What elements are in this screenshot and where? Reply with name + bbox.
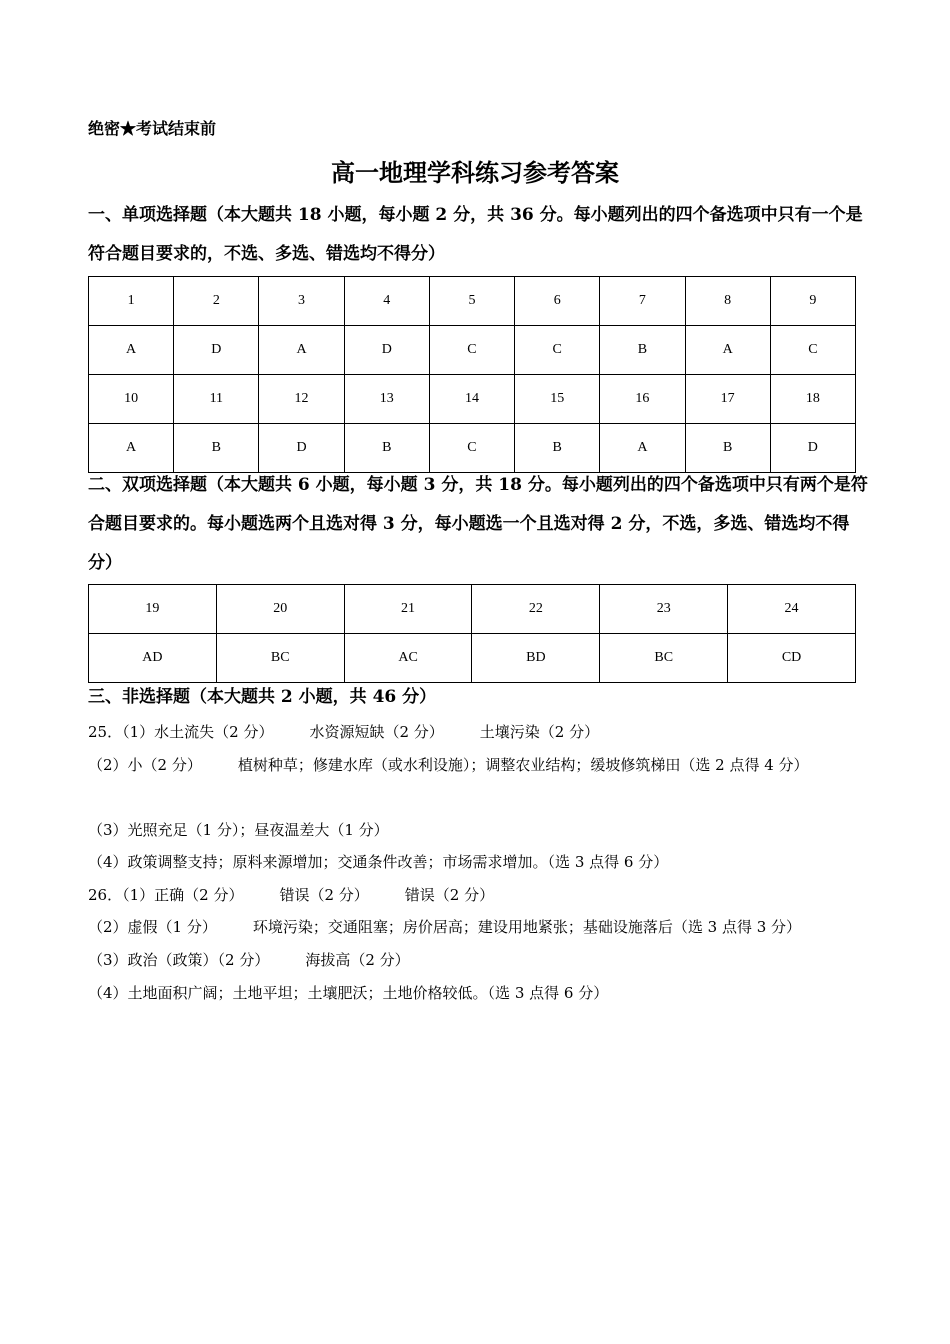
section2-heading: 二、双项选择题（本大题共 6 小题，每小题 3 分，共 18 分。每小题列出的四个备选项中只有两个是符合题目要求的。每小题选两个且选对得 3 分，每小题选一个且选对得 2 分，不选，多选、错选均不得分） <box>88 475 868 573</box>
answer-text: （2）小（2 分） <box>88 755 202 774</box>
answer-cell: D <box>344 326 429 375</box>
answer-text: 错误（2 分） <box>404 885 495 904</box>
question-number: 9 <box>770 277 855 326</box>
answer-cell: B <box>344 424 429 473</box>
question-number: 10 <box>89 375 174 424</box>
question-number: 13 <box>344 375 429 424</box>
answer-cell: C <box>515 326 600 375</box>
confidential-label: 绝密★考试结束前 <box>88 119 217 138</box>
question-number: 4 <box>344 277 429 326</box>
question-number: 3 <box>259 277 344 326</box>
answer-text: 环境污染；交通阻塞；房价居高；建设用地紧张；基础设施落后（选 3 点得 3 分） <box>252 918 802 937</box>
section1-heading: 一、单项选择题（本大题共 18 小题，每小题 2 分，共 36 分。每小题列出的四个备选项中只有一个是符合题目要求的，不选、多选、错选均不得分） <box>88 205 863 264</box>
answer-cell: A <box>259 326 344 375</box>
answer-text: 土壤污染（2 分） <box>479 723 600 741</box>
section3-heading: 三、非选择题（本大题共 2 小题，共 46 分） <box>88 687 437 707</box>
answer-line-26-1 <box>88 879 878 912</box>
answer-cell: A <box>600 424 685 473</box>
answer-text: 26．（1）正确（2 分） <box>88 885 244 904</box>
answer-cell: D <box>259 424 344 473</box>
answer-line-26-2 <box>88 911 878 944</box>
question-number: 23 <box>600 585 728 634</box>
answer-text: （2）虚假（1 分） <box>88 918 217 937</box>
question-number: 11 <box>174 375 259 424</box>
answer-text: （3）政治（政策）（2 分） <box>88 950 270 969</box>
question-number: 21 <box>344 585 472 634</box>
answer-line-25-3: （3）光照充足（1 分）；昼夜温差大（1 分） <box>88 820 389 839</box>
answer-cell: AC <box>344 634 472 683</box>
question-number: 17 <box>685 375 770 424</box>
table-row <box>89 585 856 634</box>
free-response-answers <box>88 716 878 1009</box>
answer-cell: A <box>685 326 770 375</box>
answer-text: 海拔高（2 分） <box>305 950 410 969</box>
answer-line-26-4: （4）土地面积广阔；土地平坦；土壤肥沃；土地价格较低。（选 3 点得 6 分） <box>88 983 609 1002</box>
answer-text: 植树种草；修建水库（或水利设施）；调整农业结构；缓坡修筑梯田（选 2 点得 4 分） <box>237 755 809 774</box>
question-number: 15 <box>515 375 600 424</box>
answer-line-26-3 <box>88 944 878 977</box>
answer-cell: D <box>770 424 855 473</box>
answer-cell: B <box>600 326 685 375</box>
answer-line-25-4: （4）政策调整支持；原料来源增加；交通条件改善；市场需求增加。（选 3 点得 6 分） <box>88 853 669 872</box>
question-number: 24 <box>728 585 856 634</box>
question-number: 22 <box>472 585 600 634</box>
page-title: 高一地理学科练习参考答案 <box>331 158 619 187</box>
answer-text: 错误（2 分） <box>279 885 369 904</box>
answer-line-25-2 <box>88 749 878 814</box>
answer-cell: A <box>89 424 174 473</box>
answer-cell: C <box>429 424 514 473</box>
single-choice-table <box>88 276 856 473</box>
answer-cell: B <box>685 424 770 473</box>
answer-cell: B <box>174 424 259 473</box>
question-number: 20 <box>216 585 344 634</box>
answer-text: 25．（1）水土流失（2 分） <box>88 723 274 741</box>
question-number: 16 <box>600 375 685 424</box>
question-number: 6 <box>515 277 600 326</box>
question-number: 7 <box>600 277 685 326</box>
table-row <box>89 326 856 375</box>
question-number: 5 <box>429 277 514 326</box>
answer-cell: B <box>515 424 600 473</box>
answer-cell: D <box>174 326 259 375</box>
question-number: 12 <box>259 375 344 424</box>
answer-line-25-1 <box>88 716 878 749</box>
question-number: 2 <box>174 277 259 326</box>
answer-cell: AD <box>89 634 217 683</box>
table-row <box>89 375 856 424</box>
question-number: 14 <box>429 375 514 424</box>
question-number: 8 <box>685 277 770 326</box>
question-number: 1 <box>89 277 174 326</box>
table-row <box>89 634 856 683</box>
answer-cell: BC <box>216 634 344 683</box>
answer-cell: BC <box>600 634 728 683</box>
table-row <box>89 277 856 326</box>
answer-cell: C <box>770 326 855 375</box>
answer-text: 水资源短缺（2 分） <box>309 723 444 741</box>
answer-cell: BD <box>472 634 600 683</box>
question-number: 19 <box>89 585 217 634</box>
double-choice-table <box>88 584 856 683</box>
answer-cell: A <box>89 326 174 375</box>
answer-cell: CD <box>728 634 856 683</box>
answer-cell: C <box>429 326 514 375</box>
question-number: 18 <box>770 375 855 424</box>
